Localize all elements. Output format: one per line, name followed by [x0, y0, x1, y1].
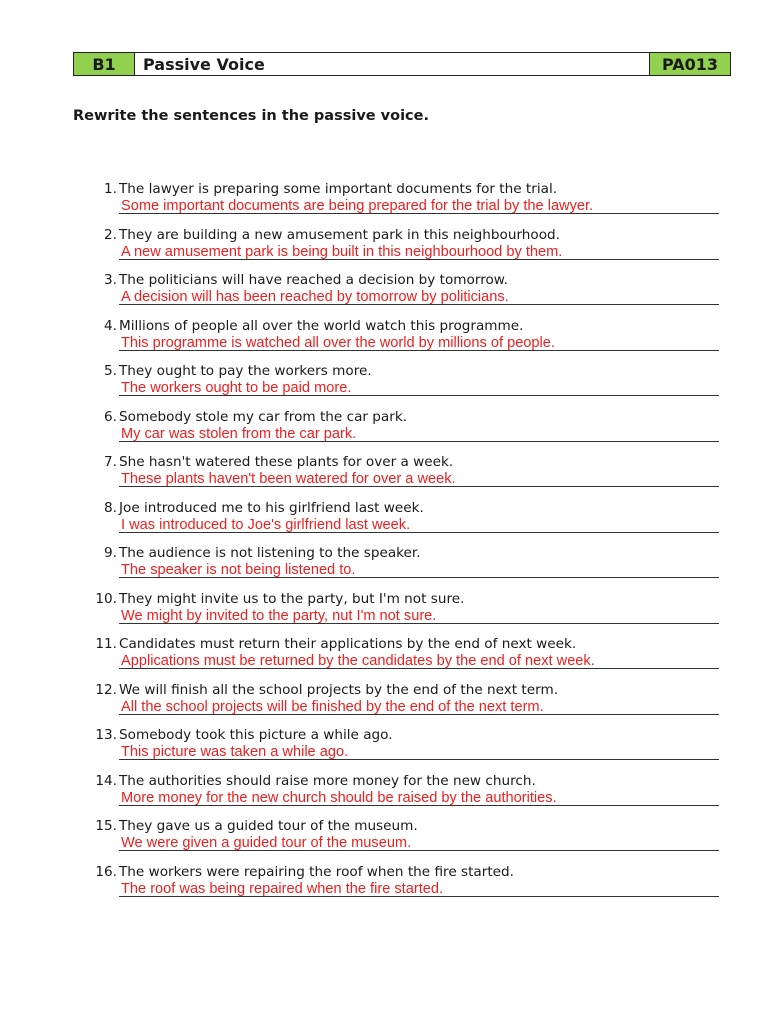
exercise-answer: Some important documents are being prepared for the trial by the lawyer. [121, 198, 594, 214]
exercise-item [93, 773, 719, 818]
exercise-number: 15. [95, 818, 117, 834]
exercise-item [93, 682, 719, 727]
exercise-item [93, 227, 719, 272]
exercise-answer: More money for the new church should be raised by the authorities. [121, 789, 557, 806]
exercise-question: The lawyer is preparing some important documents for the trial. [119, 181, 558, 197]
exercise-number: 13. [95, 727, 117, 743]
exercise-answer: We were given a guided tour of the museum. [121, 835, 412, 851]
exercise-question: They gave us a guided tour of the museum. [119, 818, 418, 834]
exercise-number: 1. [104, 181, 117, 197]
exercise-question: Somebody took this picture a while ago. [119, 727, 393, 743]
exercise-item [93, 318, 719, 363]
exercise-answer: The roof was being repaired when the fire started. [121, 880, 444, 897]
exercise-question: The workers were repairing the roof when the fire started. [119, 863, 514, 880]
exercise-question: They ought to pay the workers more. [119, 363, 372, 379]
exercise-number: 5. [104, 363, 117, 379]
exercise-number: 2. [104, 226, 117, 243]
exercise-question: We will finish all the school projects by the end of the next term. [119, 681, 559, 698]
exercise-item [93, 363, 719, 408]
exercise-answer: Applications must be returned by the candidates by the end of next week. [121, 653, 595, 669]
exercise-question: Candidates must return their applications by the end of next week. [119, 636, 577, 652]
worksheet-code: PA013 [650, 53, 730, 75]
worksheet-title: Passive Voice [135, 53, 650, 75]
exercise-item [93, 454, 719, 499]
exercise-answer: A decision will has been reached by tomorrow by politicians. [121, 289, 509, 305]
exercise-answer: This programme is watched all over the world by millions of people. [121, 334, 555, 351]
exercise-answer: My car was stolen from the car park. [121, 425, 357, 442]
exercise-number: 8. [104, 499, 117, 516]
exercise-number: 10. [95, 590, 117, 607]
exercise-number: 6. [104, 408, 117, 425]
exercise-item [93, 545, 719, 590]
exercise-item [93, 636, 719, 681]
level-badge: B1 [74, 53, 135, 75]
exercise-question: The authorities should raise more money for the new church. [119, 772, 536, 789]
exercise-number: 4. [104, 317, 117, 334]
exercise-number: 14. [95, 772, 117, 789]
worksheet-header [73, 52, 731, 76]
exercise-item [93, 272, 719, 317]
exercise-number: 11. [95, 636, 117, 652]
exercise-question: She hasn't watered these plants for over a week. [119, 454, 454, 470]
exercise-answer: We might by invited to the party, nut I'm not sure. [121, 607, 437, 624]
exercise-question: The politicians will have reached a decision by tomorrow. [119, 272, 508, 288]
exercise-answer: I was introduced to Joe's girlfriend last week. [121, 516, 411, 533]
exercise-item [93, 818, 719, 863]
exercise-number: 3. [104, 272, 117, 288]
exercise-number: 9. [104, 545, 117, 561]
exercise-answer: The speaker is not being listened to. [121, 562, 356, 578]
exercise-item [93, 727, 719, 772]
exercise-question: They might invite us to the party, but I'm not sure. [119, 590, 465, 607]
exercise-question: Somebody stole my car from the car park. [119, 408, 408, 425]
instruction-text: Rewrite the sentences in the passive voice. [73, 108, 429, 124]
exercise-item [93, 500, 719, 545]
exercise-answer: All the school projects will be finished by the end of the next term. [121, 698, 544, 715]
exercise-answer: This picture was taken a while ago. [121, 744, 349, 760]
exercise-question: Joe introduced me to his girlfriend last week. [119, 499, 424, 516]
exercise-question: Millions of people all over the world watch this programme. [119, 317, 524, 334]
exercise-item [93, 864, 719, 909]
exercise-item [93, 181, 719, 226]
exercise-item [93, 409, 719, 454]
exercise-question: The audience is not listening to the speaker. [119, 545, 421, 561]
exercise-number: 12. [95, 681, 117, 698]
exercise-number: 16. [95, 863, 117, 880]
exercise-answer: These plants haven't been watered for over a week. [121, 471, 456, 487]
exercise-item [93, 591, 719, 636]
exercise-answer: A new amusement park is being built in this neighbourhood by them. [121, 243, 563, 260]
exercise-question: They are building a new amusement park in this neighbourhood. [119, 226, 560, 243]
exercise-number: 7. [104, 454, 117, 470]
exercise-answer: The workers ought to be paid more. [121, 380, 352, 396]
